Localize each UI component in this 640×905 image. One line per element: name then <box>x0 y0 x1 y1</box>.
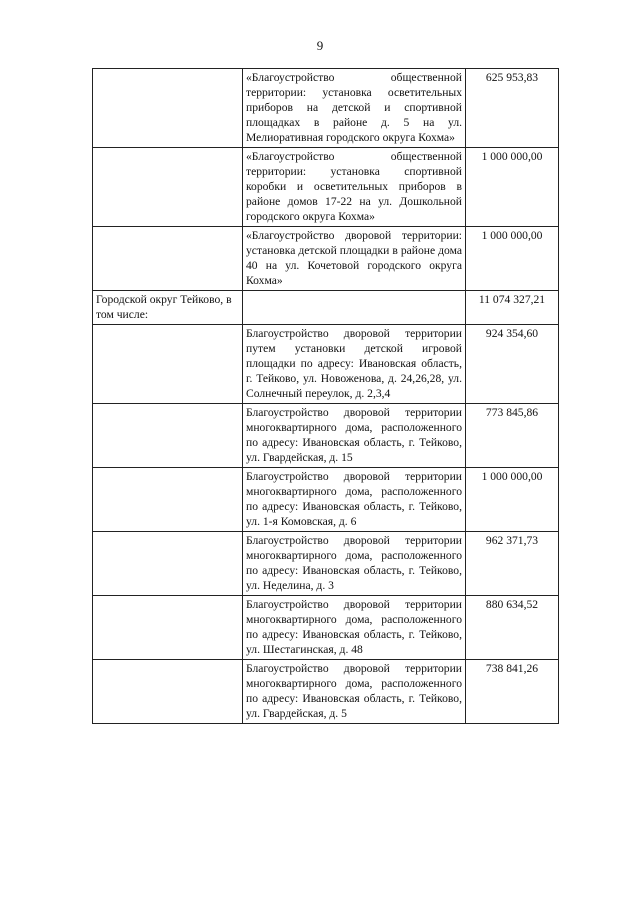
amount-cell: 738 841,26 <box>466 660 559 724</box>
table-row <box>93 291 559 325</box>
table-row <box>93 69 559 148</box>
description-cell: «Благоустройство общественной территории: установка осветительных приборов на детской и спортивной площадках в районе д. 5 на ул. Мелиоративная городского округа Кохма» <box>243 69 466 148</box>
table-row <box>93 596 559 660</box>
amount-cell: 625 953,83 <box>466 69 559 148</box>
table-row <box>93 468 559 532</box>
municipality-cell <box>93 227 243 291</box>
description-cell: Благоустройство дворовой территории путем установки детской игровой площадки по адресу: Ивановская область, г. Тейково, ул. Новоженова, д. 24,26,28, ул. Солнечный переулок, д. 2,3,4 <box>243 325 466 404</box>
amount-cell: 1 000 000,00 <box>466 227 559 291</box>
description-cell: «Благоустройство общественной территории: установка спортивной коробки и осветительных приборов в районе домов 17-22 на ул. Дошкольной городского округа Кохма» <box>243 148 466 227</box>
amount-cell: 924 354,60 <box>466 325 559 404</box>
municipality-cell <box>93 148 243 227</box>
amount-cell: 962 371,73 <box>466 532 559 596</box>
table-row <box>93 532 559 596</box>
description-cell: Благоустройство дворовой территории многоквартирного дома, расположенного по адресу: Ивановская область, г. Тейково, ул. Неделина, д. 3 <box>243 532 466 596</box>
amount-cell: 773 845,86 <box>466 404 559 468</box>
municipality-cell <box>93 532 243 596</box>
municipality-cell <box>93 660 243 724</box>
table-row <box>93 148 559 227</box>
description-cell: Благоустройство дворовой территории многоквартирного дома, расположенного по адресу: Ивановская область, г. Тейково, ул. Гвардейская, д. 15 <box>243 404 466 468</box>
description-cell <box>243 291 466 325</box>
description-cell: Благоустройство дворовой территории многоквартирного дома, расположенного по адресу: Ивановская область, г. Тейково, ул. 1-я Комовская, д. 6 <box>243 468 466 532</box>
municipality-cell <box>93 404 243 468</box>
amount-cell: 11 074 327,21 <box>466 291 559 325</box>
municipality-cell: Городской округ Тейково, в том числе: <box>93 291 243 325</box>
municipality-cell <box>93 596 243 660</box>
table-row <box>93 404 559 468</box>
amount-cell: 880 634,52 <box>466 596 559 660</box>
description-cell: «Благоустройство дворовой территории: установка детской площадки в районе дома 40 на ул. Кочетовой городского округа Кохма» <box>243 227 466 291</box>
table-row <box>93 227 559 291</box>
funding-table <box>92 68 559 724</box>
table-row <box>93 325 559 404</box>
page-number: 9 <box>316 38 324 53</box>
table-row <box>93 660 559 724</box>
amount-cell: 1 000 000,00 <box>466 468 559 532</box>
municipality-cell <box>93 69 243 148</box>
description-cell: Благоустройство дворовой территории многоквартирного дома, расположенного по адресу: Ивановская область, г. Тейково, ул. Шестагинская, д. 48 <box>243 596 466 660</box>
amount-cell: 1 000 000,00 <box>466 148 559 227</box>
municipality-cell <box>93 325 243 404</box>
description-cell: Благоустройство дворовой территории многоквартирного дома, расположенного по адресу: Ивановская область, г. Тейково, ул. Гвардейская, д. 5 <box>243 660 466 724</box>
municipality-cell <box>93 468 243 532</box>
